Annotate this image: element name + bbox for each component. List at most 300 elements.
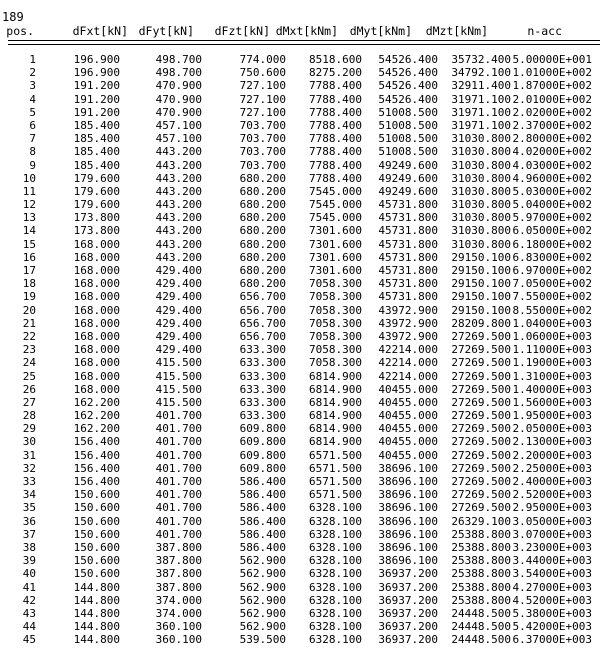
cell-pos: 29: [22, 422, 36, 436]
cell-dfzt: 586.400: [239, 501, 286, 515]
cell-dfxt: 185.400: [73, 132, 120, 146]
cell-dfzt: 562.900: [239, 554, 286, 568]
cell-pos: 45: [22, 633, 36, 647]
cell-dfyt: 401.700: [155, 409, 202, 423]
cell-dmyt: 40455.000: [378, 422, 438, 436]
cell-dfzt: 609.800: [239, 448, 286, 462]
cell-dmxt: 7301.600: [309, 264, 362, 277]
cell-dfyt: 429.400: [155, 316, 202, 330]
table-row: [0, 132, 600, 145]
cell-dfyt: 401.700: [155, 448, 202, 462]
cell-dmzt: 27269.500: [451, 448, 511, 462]
cell-dmzt: 25388.800: [451, 540, 511, 554]
cell-dfyt: 429.400: [155, 329, 202, 343]
table-row: [0, 435, 600, 448]
cell-dfzt: 609.800: [239, 461, 286, 475]
cell-pos: 16: [22, 250, 36, 264]
cell-dmyt: 51008.500: [378, 118, 438, 132]
table-row: [0, 211, 600, 224]
cell-dmyt: 54526.400: [378, 53, 438, 66]
cell-dmzt: 27269.500: [451, 461, 511, 475]
cell-pos: 18: [22, 277, 36, 291]
cell-n-acc: 5.42000E+003: [512, 620, 592, 634]
cell-pos: 4: [29, 92, 36, 106]
cell-dmyt: 45731.800: [378, 250, 438, 264]
cell-dmzt: 25388.800: [451, 554, 511, 568]
cell-dmyt: 36937.200: [378, 580, 438, 594]
cell-dfyt: 443.200: [155, 224, 202, 238]
cell-dfzt: 656.700: [239, 290, 286, 304]
cell-dmzt: 31030.800: [451, 237, 511, 251]
cell-dfzt: 609.800: [239, 435, 286, 449]
cell-dfzt: 656.700: [239, 303, 286, 317]
cell-n-acc: 2.37000E+002: [512, 118, 592, 132]
cell-dmzt: 27269.500: [451, 475, 511, 488]
cell-dmxt: 7788.400: [309, 79, 362, 93]
cell-dmxt: 6814.900: [309, 369, 362, 383]
cell-dfyt: 374.000: [155, 593, 202, 607]
cell-dfzt: 539.500: [239, 633, 286, 647]
cell-dfyt: 429.400: [155, 290, 202, 304]
cell-pos: 7: [29, 132, 36, 146]
table-row: [0, 449, 600, 462]
cell-n-acc: 8.55000E+002: [512, 303, 592, 317]
cell-n-acc: 3.23000E+003: [512, 540, 592, 554]
table-row: [0, 383, 600, 396]
cell-dfxt: 185.400: [73, 158, 120, 172]
cell-pos: 12: [22, 198, 36, 212]
cell-dfxt: 144.800: [73, 580, 120, 594]
cell-dmzt: 29150.100: [451, 250, 511, 264]
cell-dmxt: 6571.500: [309, 448, 362, 462]
cell-dfzt: 656.700: [239, 329, 286, 343]
cell-n-acc: 5.00000E+001: [512, 53, 592, 66]
cell-pos: 8: [29, 145, 36, 159]
cell-pos: 28: [22, 409, 36, 423]
cell-dmxt: 7788.400: [309, 145, 362, 159]
cell-dfyt: 429.400: [155, 303, 202, 317]
cell-pos: 19: [22, 290, 36, 304]
cell-dfzt: 703.700: [239, 145, 286, 159]
table-row: [0, 198, 600, 211]
table-row: [0, 290, 600, 303]
table-row: [0, 541, 600, 554]
cell-n-acc: 2.80000E+002: [512, 132, 592, 146]
cell-n-acc: 3.54000E+003: [512, 567, 592, 581]
cell-dfzt: 680.200: [239, 211, 286, 225]
cell-n-acc: 4.27000E+003: [512, 580, 592, 594]
cell-dfzt: 680.200: [239, 237, 286, 251]
cell-dmyt: 36937.200: [378, 620, 438, 634]
cell-dmxt: 7058.300: [309, 329, 362, 343]
cell-n-acc: 6.18000E+002: [512, 237, 592, 251]
cell-dmxt: 6328.100: [309, 501, 362, 515]
cell-dmxt: 7058.300: [309, 290, 362, 304]
cell-pos: 11: [22, 184, 36, 198]
cell-dfxt: 191.200: [73, 79, 120, 93]
cell-dfxt: 179.600: [73, 184, 120, 198]
cell-dfyt: 401.700: [155, 435, 202, 449]
cell-dfyt: 360.100: [155, 633, 202, 647]
table-row: [0, 106, 600, 119]
table-row: [0, 515, 600, 528]
cell-pos: 21: [22, 316, 36, 330]
cell-pos: 1: [29, 53, 36, 66]
cell-dfzt: 633.300: [239, 382, 286, 396]
cell-dmyt: 51008.500: [378, 105, 438, 119]
cell-dmxt: 6814.900: [309, 395, 362, 409]
cell-dmyt: 40455.000: [378, 382, 438, 396]
cell-dfyt: 457.100: [155, 132, 202, 146]
cell-dmyt: 49249.600: [378, 158, 438, 172]
cell-pos: 36: [22, 514, 36, 528]
cell-dmzt: 25388.800: [451, 580, 511, 594]
cell-dmxt: 6814.900: [309, 409, 362, 423]
table-row: [0, 581, 600, 594]
cell-dmyt: 51008.500: [378, 132, 438, 146]
cell-dfxt: 150.600: [73, 501, 120, 515]
cell-n-acc: 1.95000E+003: [512, 409, 592, 423]
cell-dmyt: 49249.600: [378, 171, 438, 185]
table-row: [0, 159, 600, 172]
cell-dmzt: 27269.500: [451, 369, 511, 383]
cell-dfzt: 727.100: [239, 79, 286, 93]
cell-dfzt: 680.200: [239, 171, 286, 185]
cell-dfyt: 443.200: [155, 237, 202, 251]
cell-dfyt: 401.700: [155, 422, 202, 436]
cell-dfxt: 150.600: [73, 514, 120, 528]
cell-dfyt: 415.500: [155, 382, 202, 396]
cell-dfxt: 168.000: [73, 343, 120, 357]
cell-dfzt: 633.300: [239, 395, 286, 409]
cell-dmzt: 31030.800: [451, 184, 511, 198]
cell-pos: 14: [22, 224, 36, 238]
cell-dmzt: 31971.100: [451, 105, 511, 119]
table-row: [0, 422, 600, 435]
cell-dfyt: 401.700: [155, 501, 202, 515]
table-row: [0, 317, 600, 330]
cell-dfxt: 168.000: [73, 382, 120, 396]
cell-n-acc: 3.44000E+003: [512, 554, 592, 568]
header-dfzt: dFzt[kN]: [214, 24, 270, 38]
cell-dmxt: 7788.400: [309, 171, 362, 185]
cell-dmzt: 34792.100: [451, 66, 511, 80]
cell-dmxt: 8518.600: [309, 53, 362, 66]
cell-dfyt: 374.000: [155, 606, 202, 620]
cell-dmxt: 6328.100: [309, 620, 362, 634]
cell-pos: 24: [22, 356, 36, 370]
cell-dmyt: 40455.000: [378, 435, 438, 449]
cell-dfzt: 586.400: [239, 527, 286, 541]
table-row: [0, 238, 600, 251]
cell-dmyt: 51008.500: [378, 145, 438, 159]
cell-dmzt: 25388.800: [451, 593, 511, 607]
cell-n-acc: 5.04000E+002: [512, 198, 592, 212]
cell-dfxt: 150.600: [73, 540, 120, 554]
cell-dmxt: 6328.100: [309, 540, 362, 554]
cell-dfyt: 470.900: [155, 79, 202, 93]
cell-dfyt: 443.200: [155, 211, 202, 225]
cell-dfzt: 656.700: [239, 316, 286, 330]
cell-n-acc: 6.37000E+003: [512, 633, 592, 647]
cell-dfyt: 401.700: [155, 514, 202, 528]
cell-dmxt: 7301.600: [309, 224, 362, 238]
cell-dfzt: 680.200: [239, 250, 286, 264]
cell-dfzt: 680.200: [239, 264, 286, 277]
cell-dfxt: 179.600: [73, 198, 120, 212]
cell-pos: 3: [29, 79, 36, 93]
table-row: [0, 567, 600, 580]
cell-dfyt: 415.500: [155, 369, 202, 383]
cell-pos: 37: [22, 527, 36, 541]
table-row: [0, 172, 600, 185]
cell-n-acc: 4.02000E+002: [512, 145, 592, 159]
cell-dmxt: 6328.100: [309, 554, 362, 568]
cell-dfyt: 360.100: [155, 620, 202, 634]
cell-dfyt: 470.900: [155, 105, 202, 119]
cell-pos: 31: [22, 448, 36, 462]
cell-dfzt: 727.100: [239, 105, 286, 119]
cell-n-acc: 1.11000E+003: [512, 343, 592, 357]
cell-dmzt: 31030.800: [451, 145, 511, 159]
cell-dmzt: 28209.800: [451, 316, 511, 330]
cell-dfzt: 703.700: [239, 158, 286, 172]
cell-dfyt: 401.700: [155, 527, 202, 541]
cell-dfyt: 457.100: [155, 118, 202, 132]
cell-dmzt: 25388.800: [451, 567, 511, 581]
cell-dmxt: 7058.300: [309, 343, 362, 357]
cell-dfxt: 156.400: [73, 448, 120, 462]
cell-dfzt: 609.800: [239, 422, 286, 436]
cell-dfyt: 443.200: [155, 184, 202, 198]
table-row: [0, 79, 600, 92]
cell-dfxt: 162.200: [73, 422, 120, 436]
cell-pos: 33: [22, 475, 36, 488]
header-dfxt: dFxt[kN]: [72, 24, 128, 38]
header-dmyt: dMyt[kNm]: [349, 24, 412, 38]
cell-n-acc: 2.02000E+002: [512, 105, 592, 119]
cell-n-acc: 2.13000E+003: [512, 435, 592, 449]
cell-dfzt: 633.300: [239, 343, 286, 357]
cell-dfyt: 387.800: [155, 554, 202, 568]
cell-dfxt: 168.000: [73, 356, 120, 370]
cell-pos: 26: [22, 382, 36, 396]
cell-dmzt: 27269.500: [451, 501, 511, 515]
cell-dmxt: 7058.300: [309, 277, 362, 291]
cell-pos: 2: [29, 66, 36, 80]
cell-pos: 39: [22, 554, 36, 568]
cell-dfxt: 168.000: [73, 369, 120, 383]
cell-dfyt: 387.800: [155, 567, 202, 581]
cell-dmxt: 7301.600: [309, 250, 362, 264]
table-row: [0, 633, 600, 646]
cell-dmzt: 27269.500: [451, 356, 511, 370]
cell-dmxt: 6328.100: [309, 514, 362, 528]
cell-n-acc: 2.20000E+003: [512, 448, 592, 462]
cell-pos: 20: [22, 303, 36, 317]
cell-dmxt: 7058.300: [309, 316, 362, 330]
cell-dmzt: 31971.100: [451, 92, 511, 106]
table-row: [0, 119, 600, 132]
cell-dfxt: 162.200: [73, 409, 120, 423]
table-row: [0, 66, 600, 79]
cell-pos: 35: [22, 501, 36, 515]
cell-dmyt: 45731.800: [378, 277, 438, 291]
cell-dmxt: 7788.400: [309, 92, 362, 106]
cell-dfyt: 415.500: [155, 356, 202, 370]
cell-n-acc: 1.87000E+002: [512, 79, 592, 93]
cell-n-acc: 2.40000E+003: [512, 475, 592, 488]
cell-dfxt: 168.000: [73, 250, 120, 264]
cell-dmyt: 38696.100: [378, 514, 438, 528]
cell-dmyt: 45731.800: [378, 224, 438, 238]
cell-dfzt: 703.700: [239, 118, 286, 132]
table-row: [0, 330, 600, 343]
table-row: [0, 607, 600, 620]
cell-dfzt: 680.200: [239, 198, 286, 212]
cell-dfyt: 443.200: [155, 145, 202, 159]
cell-pos: 43: [22, 606, 36, 620]
table-row: [0, 93, 600, 106]
cell-dmyt: 38696.100: [378, 554, 438, 568]
header-n-acc: n-acc: [527, 24, 562, 38]
cell-dmyt: 43972.900: [378, 303, 438, 317]
cell-dmyt: 49249.600: [378, 184, 438, 198]
table-row: [0, 356, 600, 369]
cell-dmzt: 32911.400: [451, 79, 511, 93]
cell-n-acc: 2.52000E+003: [512, 488, 592, 502]
cell-n-acc: 1.19000E+003: [512, 356, 592, 370]
table-row: [0, 554, 600, 567]
cell-dmzt: 27269.500: [451, 435, 511, 449]
cell-dfzt: 633.300: [239, 356, 286, 370]
cell-dfyt: 401.700: [155, 475, 202, 488]
cell-dfzt: 727.100: [239, 92, 286, 106]
cell-dmxt: 7788.400: [309, 158, 362, 172]
cell-dfxt: 156.400: [73, 435, 120, 449]
cell-n-acc: 7.55000E+002: [512, 290, 592, 304]
table-row: [0, 264, 600, 277]
cell-dfzt: 750.600: [239, 66, 286, 80]
table-row: [0, 488, 600, 501]
table-row: [0, 343, 600, 356]
cell-dmzt: 27269.500: [451, 395, 511, 409]
cell-n-acc: 6.83000E+002: [512, 250, 592, 264]
cell-dmxt: 6328.100: [309, 606, 362, 620]
cell-pos: 23: [22, 343, 36, 357]
cell-dfyt: 498.700: [155, 53, 202, 66]
table-row: [0, 277, 600, 290]
cell-dmxt: 6328.100: [309, 633, 362, 647]
cell-n-acc: 7.05000E+002: [512, 277, 592, 291]
cell-n-acc: 2.05000E+003: [512, 422, 592, 436]
cell-dfxt: 168.000: [73, 237, 120, 251]
cell-dfzt: 562.900: [239, 606, 286, 620]
cell-dfxt: 156.400: [73, 475, 120, 488]
cell-n-acc: 1.40000E+003: [512, 382, 592, 396]
cell-dmxt: 7301.600: [309, 237, 362, 251]
cell-dmyt: 45731.800: [378, 290, 438, 304]
cell-dmzt: 29150.100: [451, 290, 511, 304]
cell-n-acc: 3.05000E+003: [512, 514, 592, 528]
cell-dfzt: 586.400: [239, 514, 286, 528]
cell-dmyt: 42214.000: [378, 356, 438, 370]
cell-dmzt: 26329.100: [451, 514, 511, 528]
cell-dfxt: 168.000: [73, 303, 120, 317]
cell-dmyt: 43972.900: [378, 316, 438, 330]
cell-dmyt: 38696.100: [378, 475, 438, 488]
cell-pos: 27: [22, 395, 36, 409]
table-row: [0, 620, 600, 633]
cell-dmzt: 31030.800: [451, 211, 511, 225]
cell-dmzt: 27269.500: [451, 409, 511, 423]
cell-dfyt: 429.400: [155, 264, 202, 277]
cell-n-acc: 1.01000E+002: [512, 66, 592, 80]
cell-n-acc: 1.06000E+003: [512, 329, 592, 343]
cell-pos: 10: [22, 171, 36, 185]
cell-dfxt: 196.900: [73, 53, 120, 66]
table-row: [0, 145, 600, 158]
cell-pos: 42: [22, 593, 36, 607]
cell-n-acc: 4.52000E+003: [512, 593, 592, 607]
cell-dmxt: 6814.900: [309, 435, 362, 449]
cell-dmzt: 31030.800: [451, 158, 511, 172]
cell-dmyt: 40455.000: [378, 409, 438, 423]
cell-n-acc: 2.25000E+003: [512, 461, 592, 475]
cell-dmzt: 29150.100: [451, 264, 511, 277]
table-row: [0, 251, 600, 264]
cell-dfyt: 470.900: [155, 92, 202, 106]
cell-dmzt: 27269.500: [451, 422, 511, 436]
header-separator: [8, 40, 600, 45]
cell-dmzt: 24448.500: [451, 620, 511, 634]
cell-dfxt: 144.800: [73, 633, 120, 647]
cell-dmzt: 24448.500: [451, 606, 511, 620]
cell-pos: 32: [22, 461, 36, 475]
cell-dmxt: 8275.200: [309, 66, 362, 80]
cell-pos: 5: [29, 105, 36, 119]
cell-dfyt: 387.800: [155, 580, 202, 594]
cell-dfxt: 179.600: [73, 171, 120, 185]
table-row: [0, 370, 600, 383]
cell-dmxt: 7788.400: [309, 132, 362, 146]
cell-dfxt: 173.800: [73, 224, 120, 238]
cell-dfxt: 168.000: [73, 277, 120, 291]
cell-dfxt: 168.000: [73, 329, 120, 343]
cell-dfxt: 156.400: [73, 461, 120, 475]
cell-dmzt: 27269.500: [451, 343, 511, 357]
cell-pos: 38: [22, 540, 36, 554]
cell-dmzt: 29150.100: [451, 277, 511, 291]
table-row: [0, 528, 600, 541]
cell-pos: 25: [22, 369, 36, 383]
cell-dmxt: 6571.500: [309, 488, 362, 502]
cell-dmyt: 38696.100: [378, 540, 438, 554]
cell-dmxt: 7545.000: [309, 184, 362, 198]
cell-dmyt: 40455.000: [378, 448, 438, 462]
cell-dfxt: 173.800: [73, 211, 120, 225]
cell-dmxt: 6571.500: [309, 461, 362, 475]
table-row: [0, 501, 600, 514]
cell-dfzt: 562.900: [239, 580, 286, 594]
cell-dmxt: 6328.100: [309, 580, 362, 594]
cell-dmyt: 45731.800: [378, 264, 438, 277]
cell-n-acc: 2.95000E+003: [512, 501, 592, 515]
cell-dmyt: 54526.400: [378, 92, 438, 106]
cell-dmzt: 27269.500: [451, 329, 511, 343]
cell-n-acc: 1.56000E+003: [512, 395, 592, 409]
cell-dmxt: 7545.000: [309, 198, 362, 212]
